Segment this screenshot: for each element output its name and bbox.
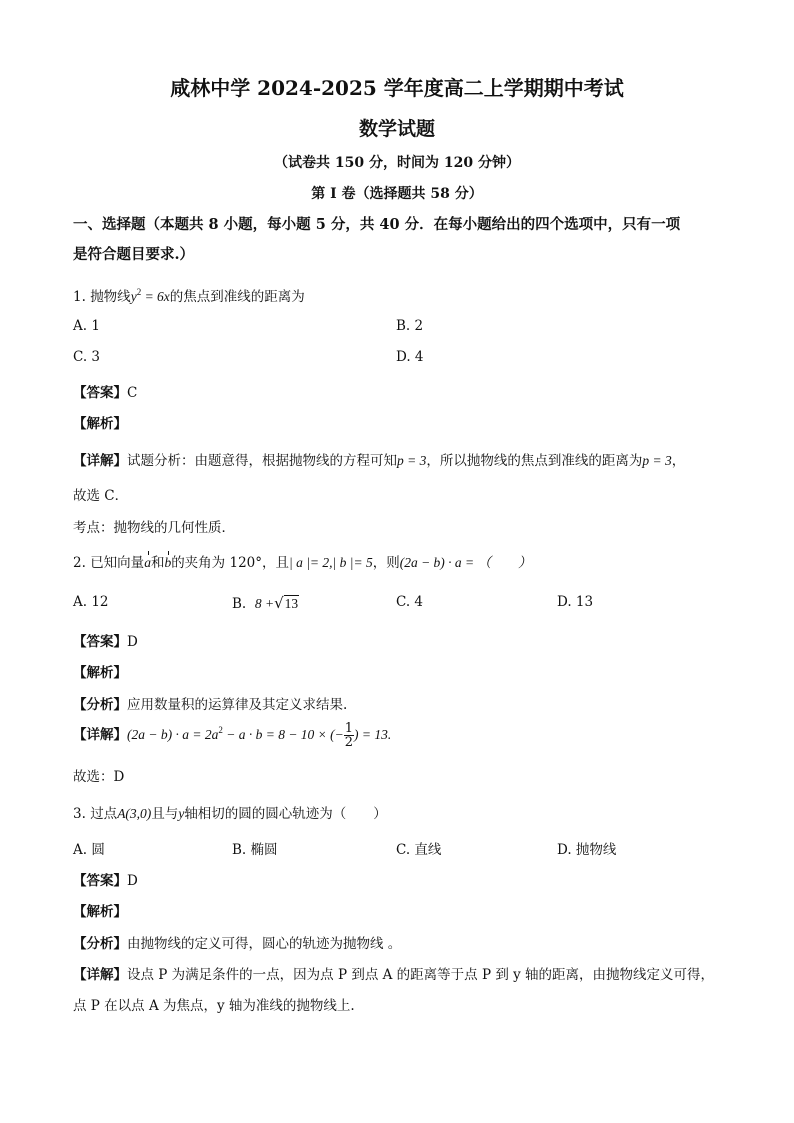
option-d: D. 抛物线 [557,842,617,858]
vector-a: a [144,555,151,570]
detail-row [73,449,685,469]
option-b: B. 椭圆 [232,842,278,858]
choose-line: 故选：D [73,769,125,785]
question-text: ，则 [372,555,400,571]
option-a: A. 圆 [73,842,105,858]
equation: $y^2 = 6x$ [130,287,170,304]
question-1 [73,285,305,305]
fenxi-text: 由抛物线的定义可得，圆心的轨迹为抛物线 。 [127,936,402,952]
vector-b: b [164,555,172,570]
option-d: D. 4 [396,349,424,365]
option-d: D. 13 [557,594,594,610]
answer-row [73,381,137,401]
question-number: 1. [73,289,86,305]
part-title: 第 I 卷（选择题共 58 分） [311,186,483,202]
question-text: 轴相切的圆的圆心轨迹为（ ） [184,806,387,822]
answer-label: 【答案】 [73,634,127,650]
fenxi-label: 【分析】 [73,936,127,952]
equation: (2a − b) · a = （ ） [399,555,532,570]
option-b: B. 2 [396,318,424,334]
detail-text: ， [671,453,686,469]
equation: p = 3 [642,453,672,468]
question-text: 抛物线 [90,289,131,305]
question-text: 的夹角为 120°，且 [171,555,289,571]
question-3 [73,802,387,822]
section-heading-line2: 是符合题目要求.） [73,246,195,263]
answer-value: D [127,634,138,650]
detail-text: ，所以抛物线的焦点到准线的距离为 [426,453,643,469]
question-text: 已知向量 [90,555,145,571]
answer-label: 【答案】 [73,873,127,889]
fenxi-label: 【分析】 [73,697,127,713]
question-text: 过点 [90,806,118,822]
option-a: A. 1 [73,318,100,334]
analysis-label: 【解析】 [73,665,127,681]
equation: (2a − b) · a = 2a [127,727,219,742]
detail-line-2: 点 P 在以点 A 为焦点，y 轴为准线的抛物线上. [73,998,355,1014]
analysis-label: 【解析】 [73,904,127,920]
option-c: C. 4 [396,594,424,610]
fenxi-text: 应用数量积的运算律及其定义求结果. [127,697,348,713]
detail-text: 设点 P 为满足条件的一点，因为点 P 到点 A 的距离等于点 P 到 y 轴的距离，由抛物线定义可得， [127,967,715,983]
option-c: C. 3 [73,349,101,365]
question-text: 的焦点到准线的距离为 [169,289,305,305]
fenxi-row [73,693,347,713]
option-c: C. 直线 [396,842,442,858]
choose-line: 故选 C． [73,488,129,504]
detail-row: 【详解】$(2a - b) \cdot a = 2a^2 - a \cdot b = 8 - 10$ × (− $\frac{1}{2}$ ) = 13. [73,721,392,750]
answer-value: C [127,385,138,401]
question-number: 3. [73,806,86,822]
question-number: 2. [73,555,86,571]
point-a: A(3,0) [117,806,152,821]
equation: − a · b = 8 − 10 × (− [222,727,344,742]
axis-y: y [178,806,185,821]
section-heading-line1: 一、选择题（本题共 8 小题，每小题 5 分，共 40 分．在每小题给出的四个选项中，只有一项 [73,216,681,233]
equation: p = 3 [397,453,427,468]
analysis-label: 【解析】 [73,416,127,432]
subject-title: 数学试题 [358,118,435,140]
detail-row [73,963,714,983]
fenxi-row [73,932,401,952]
option-b: B. 8 +√13 [232,594,299,612]
answer-value: D [127,873,138,889]
note-line: 考点：抛物线的几何性质． [73,520,235,536]
question-text: 且与 [151,806,179,822]
detail-text: 试题分析：由题意得，根据抛物线的方程可知 [127,453,397,469]
answer-label: 【答案】 [73,385,127,401]
exam-info: （试卷共 150 分，时间为 120 分钟） [274,155,520,171]
question-text: 和 [150,555,165,571]
detail-label: 【详解】 [73,727,127,743]
equation: ) = 13. [354,727,392,742]
exam-title: 咸林中学 2024-2025 学年度高二上学期期中考试 [170,76,624,100]
detail-label: 【详解】 [73,453,127,469]
equation: | a |= 2,| b |= 5 [289,555,373,570]
question-2 [73,551,532,571]
detail-label: 【详解】 [73,967,127,983]
answer-row [73,630,138,650]
option-a: A. 12 [73,594,109,610]
fraction: $\frac{1}{2}$ [344,721,354,750]
answer-row [73,869,138,889]
